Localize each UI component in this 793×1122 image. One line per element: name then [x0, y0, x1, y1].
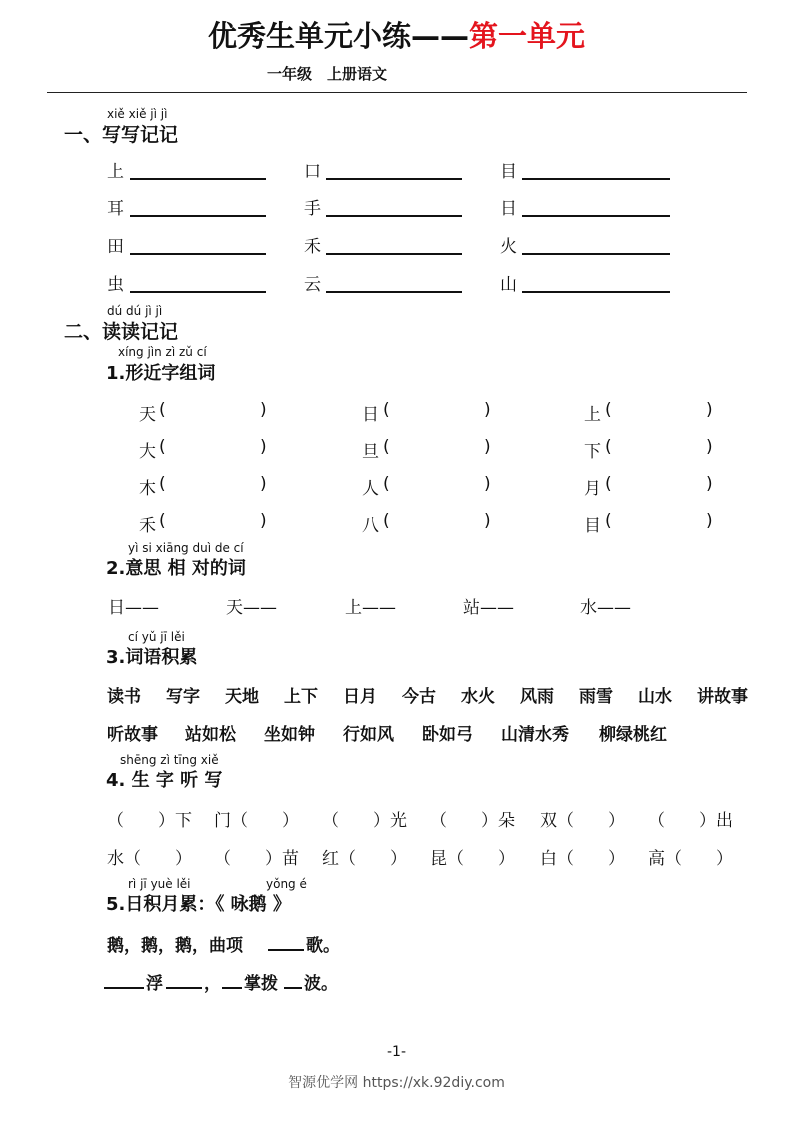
- word-item: 雨雪: [579, 687, 613, 707]
- write-blank[interactable]: [522, 291, 670, 293]
- answer-bracket-open: (: [605, 400, 612, 420]
- dictation-item: 高（ ）: [648, 849, 733, 869]
- write-char: 上: [107, 162, 124, 182]
- answer-bracket-open: (: [159, 511, 166, 531]
- write-blank[interactable]: [522, 215, 670, 217]
- poem-line1-end: 歌。: [306, 936, 340, 956]
- answer-bracket-close: ): [706, 400, 713, 420]
- word-item: 坐如钟: [264, 725, 315, 745]
- similar-char: 木: [139, 479, 156, 499]
- poem-line2-text: 浮: [146, 974, 163, 994]
- poem-blank[interactable]: [222, 987, 242, 989]
- opposite-item: 站——: [463, 598, 514, 618]
- answer-bracket-close: ): [484, 474, 491, 494]
- word-item: 山水: [638, 687, 672, 707]
- word-item: 风雨: [520, 687, 554, 707]
- poem-line2-text: 掌拨: [244, 974, 278, 994]
- write-blank[interactable]: [130, 215, 266, 217]
- dictation-item: （ ）下: [107, 811, 192, 831]
- write-char: 山: [500, 275, 517, 295]
- write-char: 虫: [107, 275, 124, 295]
- dictation-item: 双（ ）: [540, 811, 625, 831]
- part4-pinyin: shēng zì tīng xiě: [120, 753, 219, 767]
- write-char: 田: [107, 237, 124, 257]
- part5-heading: 5.日积月累：《 咏鹅 》: [106, 894, 291, 915]
- write-blank[interactable]: [326, 215, 462, 217]
- answer-bracket-close: ): [260, 437, 267, 457]
- answer-bracket-close: ): [484, 511, 491, 531]
- page-subtitle: 一年级 上册语文: [267, 65, 388, 83]
- write-char: 火: [500, 237, 517, 257]
- answer-bracket-open: (: [605, 474, 612, 494]
- poem-blank[interactable]: [284, 987, 302, 989]
- dictation-item: （ ）光: [322, 811, 407, 831]
- similar-char: 月: [584, 479, 601, 499]
- write-char: 耳: [107, 199, 124, 219]
- page-title: [0, 14, 793, 55]
- similar-char: 八: [362, 516, 379, 536]
- similar-char: 天: [139, 405, 156, 425]
- similar-char: 人: [362, 479, 379, 499]
- answer-bracket-close: ): [706, 437, 713, 457]
- write-blank[interactable]: [326, 178, 462, 180]
- section1-pinyin: xiě xiě jì jì: [107, 107, 168, 121]
- title-accent: 第一单元: [469, 19, 586, 53]
- word-item: 行如风: [343, 725, 394, 745]
- similar-char: 目: [584, 516, 601, 536]
- word-item: 天地: [225, 687, 259, 707]
- poem-line1-text: 鹅，鹅，鹅，曲项: [107, 936, 243, 956]
- answer-bracket-open: (: [605, 511, 612, 531]
- answer-bracket-close: ): [484, 437, 491, 457]
- answer-bracket-close: ): [706, 511, 713, 531]
- similar-char: 旦: [362, 442, 379, 462]
- word-item: 卧如弓: [422, 725, 473, 745]
- part1-pinyin: xíng jìn zì zǔ cí: [118, 345, 207, 359]
- answer-bracket-open: (: [605, 437, 612, 457]
- write-char: 禾: [304, 237, 321, 257]
- dictation-item: 白（ ）: [540, 849, 625, 869]
- poem-title-pinyin: yǒng é: [266, 877, 307, 891]
- word-item: 读书: [107, 687, 141, 707]
- part1-heading: 1.形近字组词: [106, 363, 216, 384]
- write-blank[interactable]: [130, 253, 266, 255]
- dictation-item: 红（ ）: [322, 849, 407, 869]
- write-blank[interactable]: [326, 253, 462, 255]
- write-char: 云: [304, 275, 321, 295]
- write-blank[interactable]: [130, 178, 266, 180]
- answer-bracket-close: ): [706, 474, 713, 494]
- write-blank[interactable]: [130, 291, 266, 293]
- section2-heading: 二、读读记记: [64, 321, 179, 343]
- page-number: -1-: [386, 1044, 406, 1060]
- word-item: 柳绿桃红: [599, 725, 667, 745]
- part5-pinyin: rì jī yuè lěi: [128, 877, 191, 891]
- part3-heading: 3.词语积累: [106, 647, 198, 668]
- header-divider: [47, 92, 747, 93]
- dictation-item: 昆（ ）: [430, 849, 515, 869]
- answer-bracket-close: ): [260, 511, 267, 531]
- poem-line2-comma: ，: [204, 974, 221, 994]
- similar-char: 上: [584, 405, 601, 425]
- part2-heading: 2.意思 相 对的词: [106, 558, 246, 579]
- dictation-item: （ ）苗: [214, 849, 299, 869]
- title-main: 优秀生单元小练——: [207, 19, 469, 53]
- word-item: 写字: [166, 687, 200, 707]
- word-item: 站如松: [185, 725, 236, 745]
- word-item: 山清水秀: [501, 725, 569, 745]
- word-item: 水火: [461, 687, 495, 707]
- dictation-item: （ ）出: [648, 811, 733, 831]
- word-item: 上下: [284, 687, 318, 707]
- word-item: 讲故事: [697, 687, 748, 707]
- similar-char: 下: [584, 442, 601, 462]
- write-char: 日: [500, 199, 517, 219]
- dictation-item: 门（ ）: [214, 811, 299, 831]
- part4-heading: 4. 生 字 听 写: [106, 770, 223, 791]
- write-char: 口: [304, 162, 321, 182]
- write-blank[interactable]: [522, 178, 670, 180]
- section1-heading: 一、写写记记: [64, 124, 179, 146]
- opposite-item: 日——: [108, 598, 159, 618]
- similar-char: 禾: [139, 516, 156, 536]
- opposite-item: 天——: [226, 598, 277, 618]
- answer-bracket-open: (: [159, 474, 166, 494]
- opposite-item: 水——: [580, 598, 631, 618]
- word-item: 今古: [402, 687, 436, 707]
- part3-pinyin: cí yǔ jī lěi: [128, 630, 185, 644]
- poem-blank[interactable]: [166, 987, 202, 989]
- word-item: 听故事: [107, 725, 158, 745]
- section2-pinyin: dú dú jì jì: [107, 304, 163, 318]
- answer-bracket-close: ): [260, 474, 267, 494]
- similar-char: 日: [362, 405, 379, 425]
- dictation-item: （ ）朵: [430, 811, 515, 831]
- answer-bracket-open: (: [159, 400, 166, 420]
- write-char: 目: [500, 162, 517, 182]
- write-char: 手: [304, 199, 321, 219]
- answer-bracket-open: (: [383, 400, 390, 420]
- answer-bracket-open: (: [383, 511, 390, 531]
- answer-bracket-open: (: [383, 437, 390, 457]
- poem-blank[interactable]: [104, 987, 144, 989]
- answer-bracket-open: (: [383, 474, 390, 494]
- answer-bracket-close: ): [260, 400, 267, 420]
- similar-char: 大: [139, 442, 156, 462]
- part2-pinyin: yì si xiāng duì de cí: [128, 541, 244, 555]
- write-blank[interactable]: [522, 253, 670, 255]
- opposite-item: 上——: [345, 598, 396, 618]
- answer-bracket-open: (: [159, 437, 166, 457]
- poem-line2-end: 波。: [304, 974, 338, 994]
- word-item: 日月: [343, 687, 377, 707]
- poem-blank[interactable]: [268, 949, 304, 951]
- write-blank[interactable]: [326, 291, 462, 293]
- answer-bracket-close: ): [484, 400, 491, 420]
- dictation-item: 水（ ）: [107, 849, 192, 869]
- site-watermark: 智源优学网 https://xk.92diy.com: [288, 1075, 505, 1091]
